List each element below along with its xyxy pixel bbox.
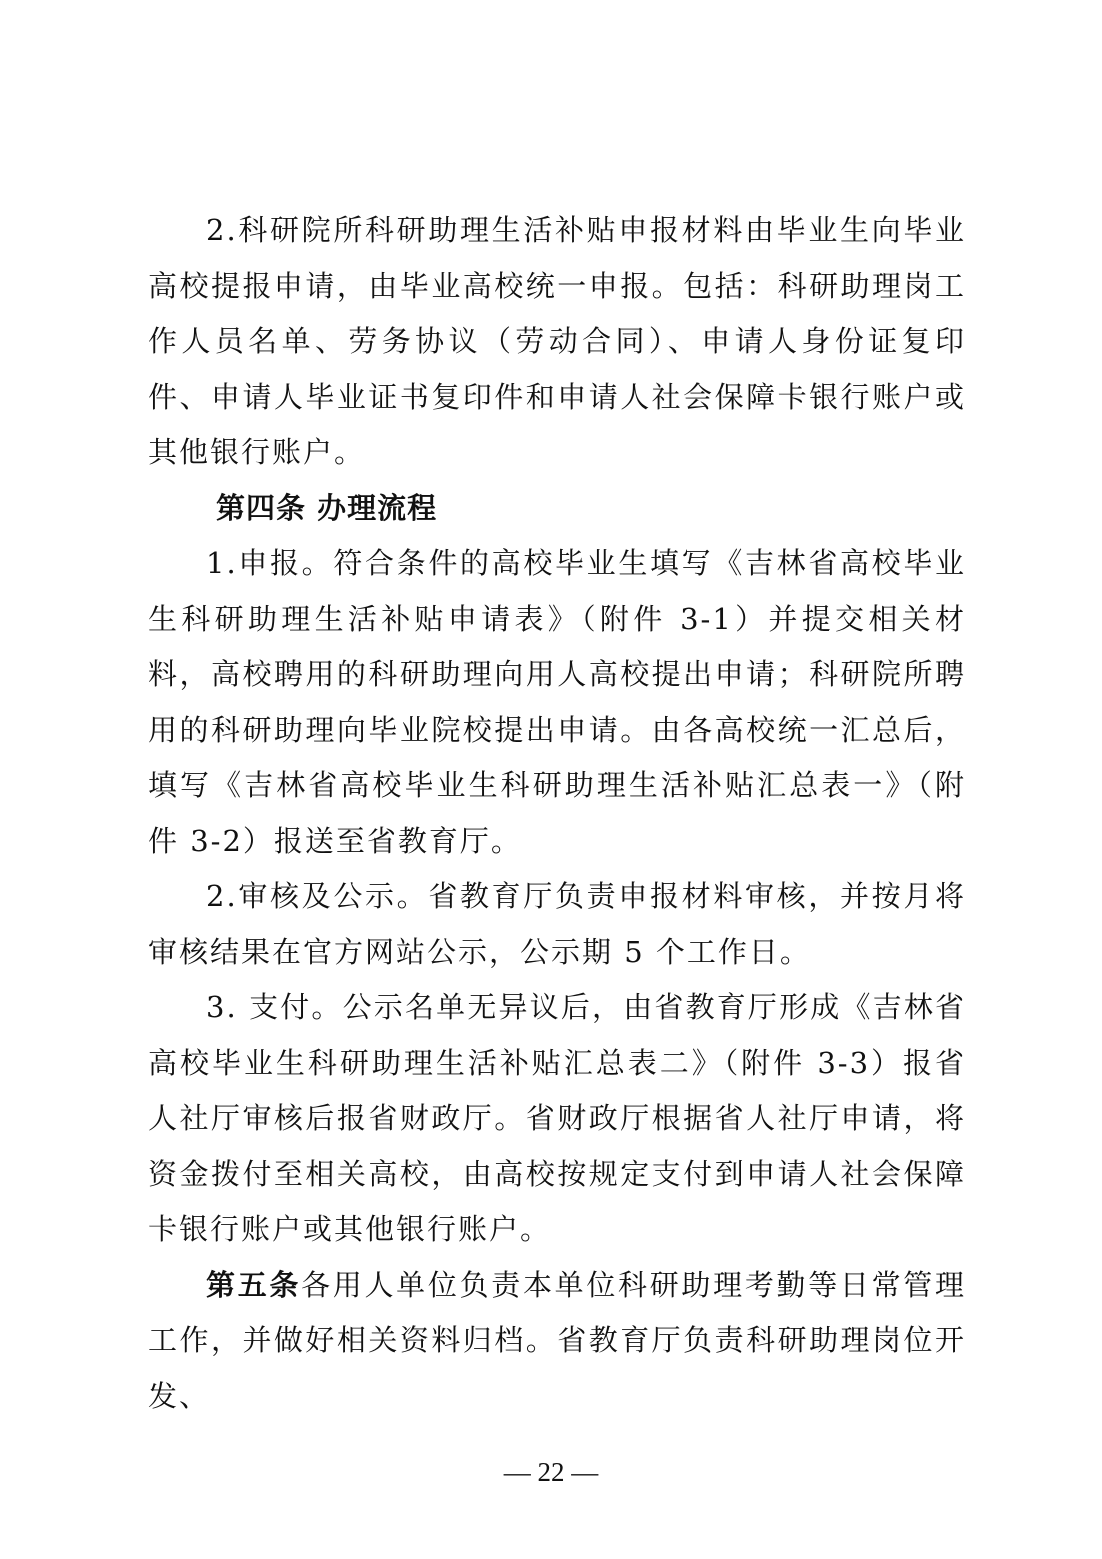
paragraph-article-5 bbox=[148, 1258, 966, 1425]
article-5-text: 各用人单位负责本单位科研助理考勤等日常管理工作，并做好相关资料归档。省教育厅负责科研助理岗位开发、 bbox=[148, 1267, 966, 1413]
section-heading-article-4: 第四条 办理流程 bbox=[216, 490, 438, 525]
article-5-label: 第五条 bbox=[206, 1267, 302, 1302]
document-body bbox=[148, 203, 966, 1424]
paragraph-application: 1.申报。符合条件的高校毕业生填写《吉林省高校毕业生科研助理生活补贴申请表》（附件 3-1）并提交相关材料，高校聘用的科研助理向用人高校提出申请；科研院所聘用的科研助理向毕业院校提出申请。由各高校统一汇总后，填写《吉林省高校毕业生科研助理生活补贴汇总表一》（附件 3-2）报送至省教育厅。 bbox=[148, 546, 966, 858]
paragraph-payment: 3. 支付。公示名单无异议后，由省教育厅形成《吉林省高校毕业生科研助理生活补贴汇总表二》（附件 3-3）报省人社厅审核后报省财政厅。省财政厅根据省人社厅申请，将资金拨付至相关高校，由高校按规定支付到申请人社会保障卡银行账户或其他银行账户。 bbox=[148, 990, 966, 1246]
paragraph-review: 2.审核及公示。省教育厅负责申报材料审核，并按月将审核结果在官方网站公示，公示期 5 个工作日。 bbox=[148, 879, 966, 969]
page-number: — 22 — bbox=[503, 1457, 599, 1487]
paragraph-materials: 2.科研院所科研助理生活补贴申报材料由毕业生向毕业高校提报申请，由毕业高校统一申报。包括：科研助理岗工作人员名单、劳务协议（劳动合同）、申请人身份证复印件、申请人毕业证书复印件和申请人社会保障卡银行账户或其他银行账户。 bbox=[148, 213, 966, 469]
